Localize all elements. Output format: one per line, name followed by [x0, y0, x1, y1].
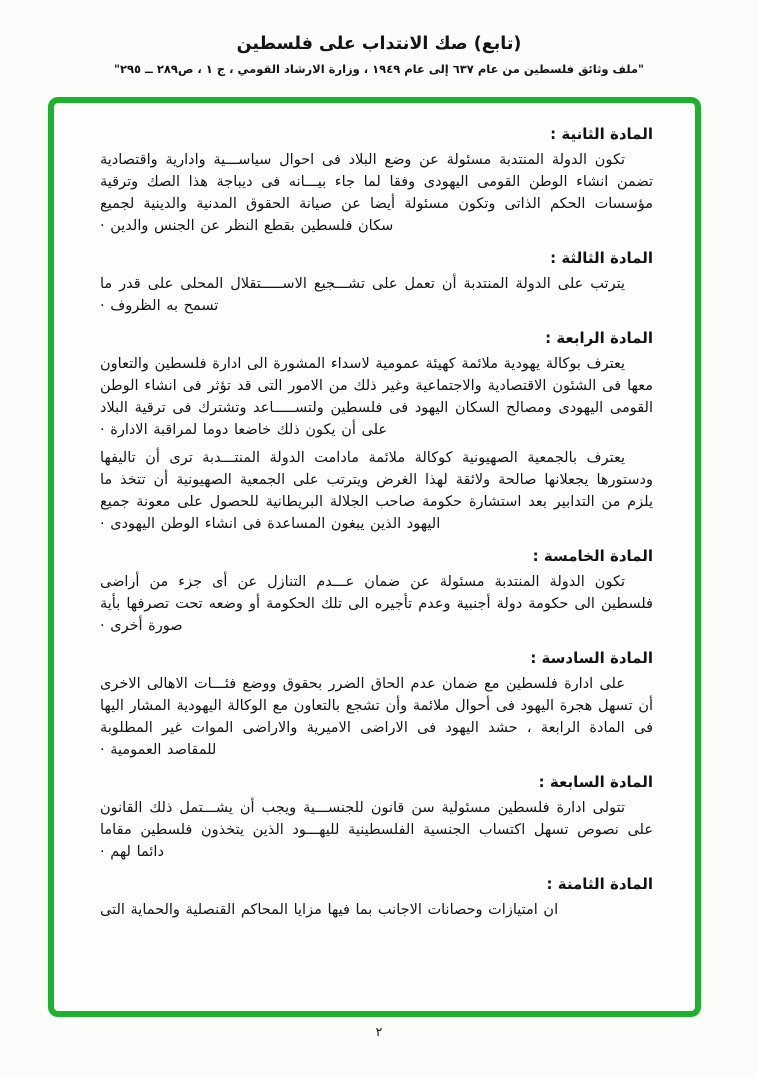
content-frame — [48, 97, 701, 1017]
article-heading: المادة الثالثة : — [550, 249, 653, 267]
articles-container — [100, 125, 653, 921]
article-section — [100, 125, 653, 237]
document-header — [0, 34, 758, 76]
article-paragraph: يترتب على الدولة المنتدبة أن تعمل على تشـــجيع الاســـــتقلال المحلى على قدر ما تسمح به الظروف · — [100, 276, 625, 314]
document-title: (تابع) صك الانتداب على فلسطين — [236, 34, 522, 54]
article-heading: المادة الرابعة : — [545, 329, 653, 347]
article-section — [100, 773, 653, 863]
article-paragraph: ان امتيازات وحصانات الاجانب بما فيها مزايا المحاكم القنصلية والحماية التى — [100, 902, 559, 918]
article-heading: المادة الخامسة : — [532, 547, 653, 565]
document-citation: "ملف وثائق فلسطين من عام ٦٣٧ إلى عام ١٩٤٩ ، وزارة الارشاد القومي ، ج ١ ، ص٢٨٩ ــ ٢٩٥" — [113, 62, 645, 76]
page-number: ٢ — [375, 1024, 383, 1039]
article-section — [100, 249, 653, 317]
article-section — [100, 547, 653, 637]
article-paragraph: يعترف بالجمعية الصهيونية كوكالة ملائمة مادامت الدولة المنتـــدبة ترى أن تاليفها ودستورها يجعلانها صالحة ولائقة لهذا الغرض ويترتب على الجمعية الصهيونية أن تتخذ ما يلزم من التدابير بعد استشارة حكومة صاحب الجلالة البريطانية للحصول على معونة جميع اليهود الذين يبغون المساعدة فى انشاء الوطن اليهودى · — [100, 450, 653, 532]
article-section — [100, 649, 653, 761]
article-paragraph: تكون الدولة المنتدبة مسئولة عن وضع البلاد فى احوال سياســـية وادارية واقتصادية تضمن انشاء الوطن القومى اليهودى وفقا لما جاء بيـــانه فى ديباجة هذا الصك وترقية مؤسسات الحكم الذاتى وتكون مسئولة أيضا عن صيانة الحقوق المدنية والدينية لجميع سكان فلسطين بقطع النظر عن الجنس والدين · — [100, 152, 653, 234]
article-section — [100, 329, 653, 535]
article-heading: المادة الثامنة : — [546, 875, 653, 893]
article-paragraph: تتولى ادارة فلسطين مسئولية سن قانون للجنســـية ويجب أن يشـــتمل ذلك القانون على نصوص تسهل اكتساب الجنسية الفلسطينية لليهـــود الذين يتخذون فلسطين مقاما دائما لهم · — [100, 800, 653, 860]
article-paragraph: تكون الدولة المنتدبة مسئولة عن ضمان عـــدم التنازل عن أى جزء من أراضى فلسطين الى حكومة دولة أجنبية وعدم تأجيره الى تلك الحكومة أو وضعه تحت تصرفها بأية صورة أخرى · — [100, 574, 653, 634]
article-heading: المادة الثانية : — [550, 125, 653, 143]
article-section — [100, 875, 653, 921]
article-paragraph: يعترف بوكالة يهودية ملائمة كهيئة عمومية لاسداء المشورة الى ادارة فلسطين والتعاون معها فى الشئون الاقتصادية والاجتماعية وغير ذلك من الامور التى قد تؤثر فى انشاء الوطن القومى اليهودى ومصالح السكان اليهود فى فلسطين ولتســـــاعد وتشترك فى ترقية البلاد على أن يكون ذلك خاضعا دوما لمراقبة الادارة · — [100, 356, 653, 438]
article-heading: المادة السادسة : — [530, 649, 653, 667]
article-heading: المادة السابعة : — [538, 773, 653, 791]
article-paragraph: على ادارة فلسطين مع ضمان عدم الحاق الضرر بحقوق ووضع فئـــات الاهالى الاخرى أن تسهل هجرة اليهود فى أحوال ملائمة وأن تشجع بالتعاون مع الوكالة اليهودية المشار اليها فى المادة الرابعة ، حشد اليهود فى الاراضى الاميرية والاراضى الموات غير المطلوبة للمقاصد العمومية · — [100, 676, 653, 758]
